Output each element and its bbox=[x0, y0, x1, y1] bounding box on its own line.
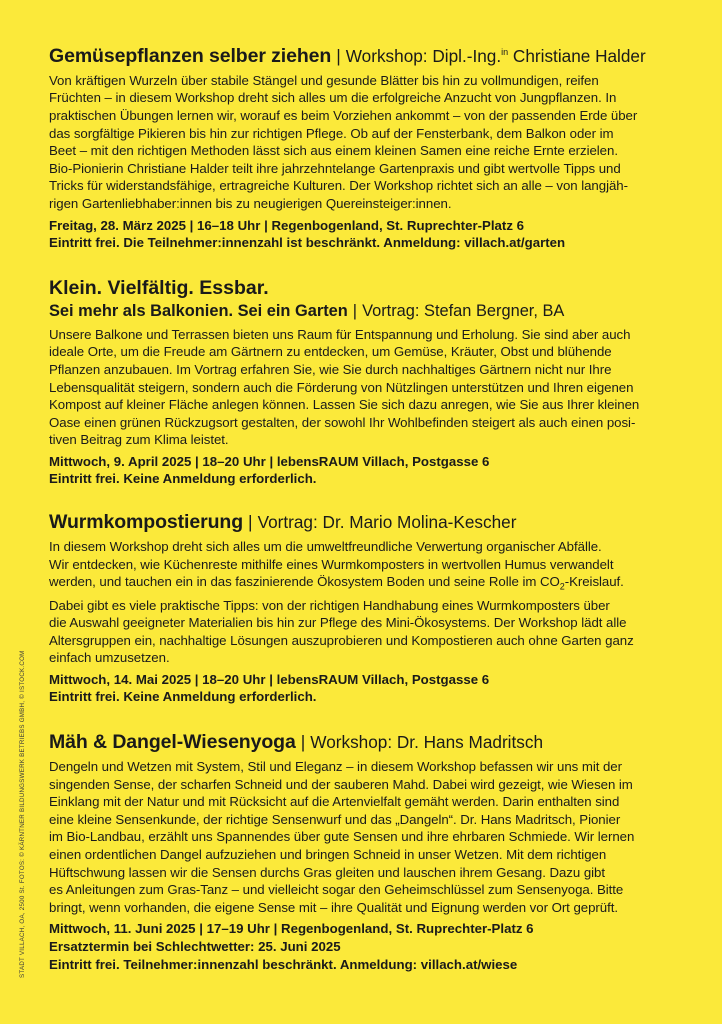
event-gemuesepflanzen bbox=[49, 40, 679, 252]
event-date-location: Mittwoch, 11. Juni 2025 | 17–19 Uhr | Regenbogenland, St. Ruprechter-Platz 6 bbox=[49, 921, 534, 937]
event-title: Mäh & Dangel-Wiesenyoga bbox=[49, 731, 296, 754]
event-registration: Eintritt frei. Teilnehmer:innenzahl beschränkt. Anmeldung: villach.at/wiese bbox=[49, 956, 518, 972]
credit-line: STADT VILLACH, OA, 2500 St. FOTOS: © KÄRNTNER BILDUNGSWERK BETRIEBS GMBH, © ISTOCK.COM bbox=[19, 650, 26, 978]
event-heading bbox=[49, 510, 679, 534]
event-date-location: Mittwoch, 9. April 2025 | 18–20 Uhr | lebensRAUM Villach, Postgasse 6 bbox=[49, 453, 490, 469]
event-heading bbox=[49, 300, 679, 322]
event-speaker: Christiane Halder bbox=[508, 45, 646, 66]
event-klein-vielfaeltig bbox=[49, 276, 679, 488]
event-rain-date: Ersatztermin bei Schlechtwetter: 25. Juni 2025 bbox=[49, 939, 341, 954]
event-type: Vortrag: Stefan Bergner, BA bbox=[362, 301, 565, 320]
description-part-2: -Kreislauf. Dabei gibt es viele praktische Tipps: von der richtigen Handhabung eines Wurmkomposters über die Auswahl geeigneter Materialien bis hin zur Pflege des Mini-Ökosystems. Der Workshop lädt alle Altersgruppen ein, nachhaltige Lösungen auszuprobieren und Kompostieren auch ohne Garten ganz einfach umzusetzen. bbox=[49, 574, 634, 666]
event-type: Workshop: Dipl.-Ing. bbox=[345, 45, 502, 66]
event-list bbox=[49, 40, 679, 997]
event-description bbox=[49, 538, 679, 667]
event-title: Wurmkompostierung bbox=[49, 511, 244, 534]
event-description: Dengeln und Wetzen mit System, Stil und Eleganz – in diesem Workshop befassen wir uns mit der singenden Sense, der scharfen Schneid und der sauberen Mahd. Dabei wird gezeigt, wie Wiesen im Einklang mit der Natur und mit Rücksicht auf die Artenvielfalt gemäht werden. Darin enthalten sind eine kleine Sensenkunde, der richtige Sensenwurf und das „Dangeln“. Dr. Hans Madritsch, Pionier im Bio-Landbau, erzählt uns Spannendes über gute Sensen und ihre ehrbaren Schmiede. Wir lernen einen ordentlichen Dangel aufzuziehen und bringen Schneid in unser Wetzen. Mit dem richtigen Hüftschwung lassen wir die Sensen durchs Gras gleiten und lauschen ihrem Gesang. Dazu gibt es Anleitungen zum Gras-Tanz – und vielleicht sogar den Geheimschlüssel zum Sensenyoga. Bitte bringt, wenn vorhanden, die eigene Sense mit – ihre Qualität und Eignung werden vor Ort geprüft. bbox=[49, 759, 635, 915]
event-title: Klein. Vielfältig. Essbar. bbox=[49, 276, 269, 299]
event-date-location: Mittwoch, 14. Mai 2025 | 18–20 Uhr | lebensRAUM Villach, Postgasse 6 bbox=[49, 671, 490, 687]
separator: | bbox=[300, 732, 306, 753]
event-wiesenyoga bbox=[49, 730, 679, 973]
event-type: Vortrag: Dr. Mario Molina-Kescher bbox=[257, 512, 517, 533]
event-subtitle: Sei mehr als Balkonien. Sei ein Garten bbox=[49, 301, 348, 320]
event-registration: Eintritt frei. Die Teilnehmer:innenzahl ist beschränkt. Anmeldung: villach.at/garten bbox=[49, 235, 566, 251]
event-title: Gemüsepflanzen selber ziehen bbox=[49, 44, 332, 67]
separator: | bbox=[248, 512, 253, 533]
superscript: in bbox=[501, 47, 509, 57]
subscript: 2 bbox=[559, 581, 565, 592]
event-type: Workshop: Dr. Hans Madritsch bbox=[310, 732, 544, 753]
event-date-location: Freitag, 28. März 2025 | 16–18 Uhr | Regenbogenland, St. Ruprechter-Platz 6 bbox=[49, 217, 524, 233]
event-wurmkompostierung bbox=[49, 510, 679, 706]
event-description: Unsere Balkone und Terrassen bieten uns Raum für Entspannung und Erholung. Sie sind aber auch ideale Orte, um die Freude am Gärtnern zu entdecken, um Gemüse, Kräuter, Obst und blühende Pflanzen anzubauen. Im Vortrag erfahren Sie, wie Sie durch nachhaltiges Gärtnern nicht nur Ihre Lebensqualität steigern, sondern auch die Förderung von Nützlingen unterstützen und Ihren eigenen Kompost auf kleiner Fläche anlegen können. Lassen Sie sich dazu anregen, wie Sie aus Ihrer kleinen Oase einen grünen Rückzugsort gestalten, der sowohl Ihr Wohlbefinden steigert als auch einen posi- tiven Beitrag zum Klima leistet. bbox=[49, 326, 640, 448]
separator: | bbox=[352, 301, 358, 320]
event-registration: Eintritt frei. Keine Anmeldung erforderlich. bbox=[49, 471, 317, 487]
event-registration: Eintritt frei. Keine Anmeldung erforderlich. bbox=[49, 689, 317, 705]
event-heading bbox=[49, 730, 679, 754]
separator: | bbox=[336, 45, 341, 66]
description-part-1: In diesem Workshop dreht sich alles um die umweltfreundliche Verwertung organischer Abfälle. Wir entdecken, wie Küchenreste mithilfe eines Wurmkomposters in wertvollen Humus verwandelt werden, und tauchen ein in das faszinierende Ökosystem Boden und seine Rolle im CO bbox=[49, 539, 614, 590]
event-description: Von kräftigen Wurzeln über stabile Stängel und gesunde Blätter bis hin zu vollmundigen, reifen Früchten – in diesem Workshop dreht sich alles um die erfolgreiche Anzucht von Jungpflanzen. In praktischen Übungen lernen wir, worauf es beim Vorziehen ankommt – von der passenden Erde über das sorgfältige Pikieren bis hin zur richtigen Pflege. Ob auf der Fensterbank, dem Balkon oder im Beet – mit den richtigen Methoden lässt sich aus einem kleinen Samen eine reiche Ernte erzielen. Bio-Pionierin Christiane Halder teilt ihre jahrzehntelange Gartenpraxis und gibt wertvolle Tipps und Tricks für widerstandsfähige, ertragreiche Kulturen. Der Workshop richtet sich an alle – von langjäh- rigen Gartenliebhaber:innen bis zu neugierigen Quereinsteiger:innen. bbox=[49, 72, 638, 211]
event-heading bbox=[49, 40, 679, 68]
